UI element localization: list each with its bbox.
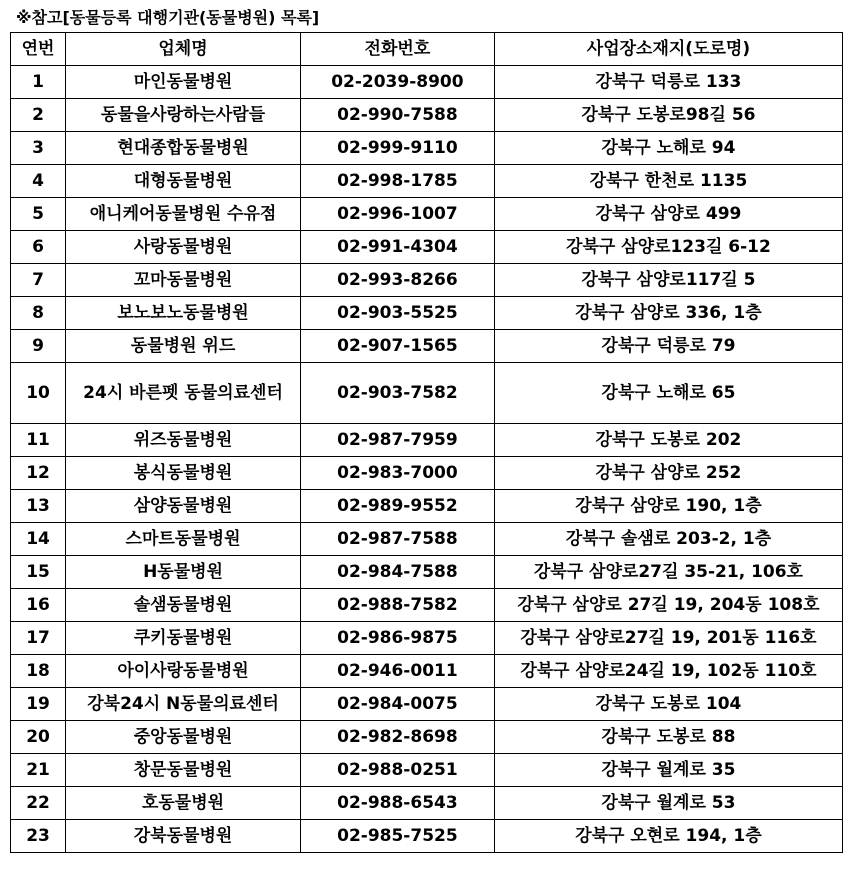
table-row (11, 523, 843, 556)
table-row (11, 264, 843, 297)
cell-no: 13 (11, 490, 66, 523)
cell-no: 20 (11, 721, 66, 754)
table-row (11, 655, 843, 688)
cell-name: 강북24시 N동물의료센터 (66, 688, 301, 721)
cell-phone: 02-989-9552 (300, 490, 494, 523)
cell-no: 3 (11, 132, 66, 165)
table-row (11, 165, 843, 198)
cell-name: 보노보노동물병원 (66, 297, 301, 330)
cell-phone: 02-987-7588 (300, 523, 494, 556)
cell-name: 중앙동물병원 (66, 721, 301, 754)
table-row (11, 132, 843, 165)
table-row (11, 424, 843, 457)
cell-no: 14 (11, 523, 66, 556)
cell-no: 9 (11, 330, 66, 363)
cell-phone: 02-903-7582 (300, 363, 494, 424)
cell-address: 강북구 도봉로98길 56 (494, 99, 842, 132)
cell-address: 강북구 덕릉로 133 (494, 66, 842, 99)
cell-address: 강북구 삼양로117길 5 (494, 264, 842, 297)
cell-phone: 02-946-0011 (300, 655, 494, 688)
cell-phone: 02-991-4304 (300, 231, 494, 264)
header-phone: 전화번호 (300, 33, 494, 66)
cell-phone: 02-988-0251 (300, 754, 494, 787)
cell-address: 강북구 도봉로 104 (494, 688, 842, 721)
cell-no: 10 (11, 363, 66, 424)
cell-phone: 02-998-1785 (300, 165, 494, 198)
cell-phone: 02-984-7588 (300, 556, 494, 589)
cell-no: 19 (11, 688, 66, 721)
cell-name: 현대종합동물병원 (66, 132, 301, 165)
cell-address: 강북구 삼양로 252 (494, 457, 842, 490)
cell-no: 17 (11, 622, 66, 655)
cell-no: 6 (11, 231, 66, 264)
cell-address: 강북구 삼양로 336, 1층 (494, 297, 842, 330)
cell-address: 강북구 한천로 1135 (494, 165, 842, 198)
cell-address: 강북구 삼양로24길 19, 102동 110호 (494, 655, 842, 688)
cell-no: 16 (11, 589, 66, 622)
cell-name: 강북동물병원 (66, 820, 301, 853)
cell-address: 강북구 삼양로 190, 1층 (494, 490, 842, 523)
cell-name: 애니케어동물병원 수유점 (66, 198, 301, 231)
cell-phone: 02-2039-8900 (300, 66, 494, 99)
cell-no: 11 (11, 424, 66, 457)
cell-phone: 02-988-7582 (300, 589, 494, 622)
cell-no: 8 (11, 297, 66, 330)
cell-name: 마인동물병원 (66, 66, 301, 99)
table-row (11, 66, 843, 99)
cell-phone: 02-987-7959 (300, 424, 494, 457)
cell-name: 동물을사랑하는사람들 (66, 99, 301, 132)
registration-agency-table (10, 32, 843, 853)
cell-no: 12 (11, 457, 66, 490)
cell-phone: 02-903-5525 (300, 297, 494, 330)
cell-no: 2 (11, 99, 66, 132)
cell-phone: 02-988-6543 (300, 787, 494, 820)
header-no: 연번 (11, 33, 66, 66)
cell-no: 23 (11, 820, 66, 853)
cell-name: 창문동물병원 (66, 754, 301, 787)
cell-phone: 02-996-1007 (300, 198, 494, 231)
cell-no: 1 (11, 66, 66, 99)
document-caption: ※참고[동물등록 대행기관(동물병원) 목록] (16, 8, 320, 27)
table-row (11, 622, 843, 655)
table-row (11, 787, 843, 820)
cell-address: 강북구 삼양로 499 (494, 198, 842, 231)
header-name: 업체명 (66, 33, 301, 66)
cell-phone: 02-985-7525 (300, 820, 494, 853)
cell-address: 강북구 도봉로 202 (494, 424, 842, 457)
cell-name: 봉식동물병원 (66, 457, 301, 490)
cell-name: 솔샘동물병원 (66, 589, 301, 622)
cell-address: 강북구 삼양로123길 6-12 (494, 231, 842, 264)
header-address: 사업장소재지(도로명) (494, 33, 842, 66)
cell-address: 강북구 도봉로 88 (494, 721, 842, 754)
table-row (11, 754, 843, 787)
cell-no: 22 (11, 787, 66, 820)
cell-address: 강북구 오현로 194, 1층 (494, 820, 842, 853)
table-header (11, 33, 843, 66)
cell-address: 강북구 삼양로 27길 19, 204동 108호 (494, 589, 842, 622)
table-row (11, 556, 843, 589)
cell-phone: 02-986-9875 (300, 622, 494, 655)
cell-name: 대형동물병원 (66, 165, 301, 198)
table-row (11, 231, 843, 264)
table-row (11, 820, 843, 853)
cell-name: 호동물병원 (66, 787, 301, 820)
header-row (11, 33, 843, 66)
cell-address: 강북구 노해로 94 (494, 132, 842, 165)
cell-address: 강북구 월계로 35 (494, 754, 842, 787)
cell-phone: 02-999-9110 (300, 132, 494, 165)
cell-address: 강북구 삼양로27길 35-21, 106호 (494, 556, 842, 589)
cell-name: 삼양동물병원 (66, 490, 301, 523)
cell-name: 스마트동물병원 (66, 523, 301, 556)
table-row (11, 721, 843, 754)
table-row (11, 490, 843, 523)
cell-no: 7 (11, 264, 66, 297)
cell-no: 5 (11, 198, 66, 231)
cell-address: 강북구 덕릉로 79 (494, 330, 842, 363)
cell-address: 강북구 솔샘로 203-2, 1층 (494, 523, 842, 556)
table-row (11, 589, 843, 622)
cell-phone: 02-982-8698 (300, 721, 494, 754)
table-row (11, 457, 843, 490)
table-row (11, 363, 843, 424)
cell-name: H동물병원 (66, 556, 301, 589)
cell-name: 24시 바른펫 동물의료센터 (66, 363, 301, 424)
cell-no: 15 (11, 556, 66, 589)
cell-name: 사랑동물병원 (66, 231, 301, 264)
table-body (11, 66, 843, 853)
cell-phone: 02-984-0075 (300, 688, 494, 721)
cell-address: 강북구 노해로 65 (494, 363, 842, 424)
cell-name: 꼬마동물병원 (66, 264, 301, 297)
cell-address: 강북구 월계로 53 (494, 787, 842, 820)
cell-no: 18 (11, 655, 66, 688)
cell-name: 동물병원 위드 (66, 330, 301, 363)
cell-address: 강북구 삼양로27길 19, 201동 116호 (494, 622, 842, 655)
table-row (11, 99, 843, 132)
cell-phone: 02-993-8266 (300, 264, 494, 297)
cell-no: 21 (11, 754, 66, 787)
table-row (11, 198, 843, 231)
cell-name: 아이사랑동물병원 (66, 655, 301, 688)
cell-phone: 02-990-7588 (300, 99, 494, 132)
cell-no: 4 (11, 165, 66, 198)
cell-phone: 02-983-7000 (300, 457, 494, 490)
table-row (11, 297, 843, 330)
cell-name: 위즈동물병원 (66, 424, 301, 457)
cell-name: 쿠키동물병원 (66, 622, 301, 655)
table-row (11, 330, 843, 363)
table-row (11, 688, 843, 721)
cell-phone: 02-907-1565 (300, 330, 494, 363)
